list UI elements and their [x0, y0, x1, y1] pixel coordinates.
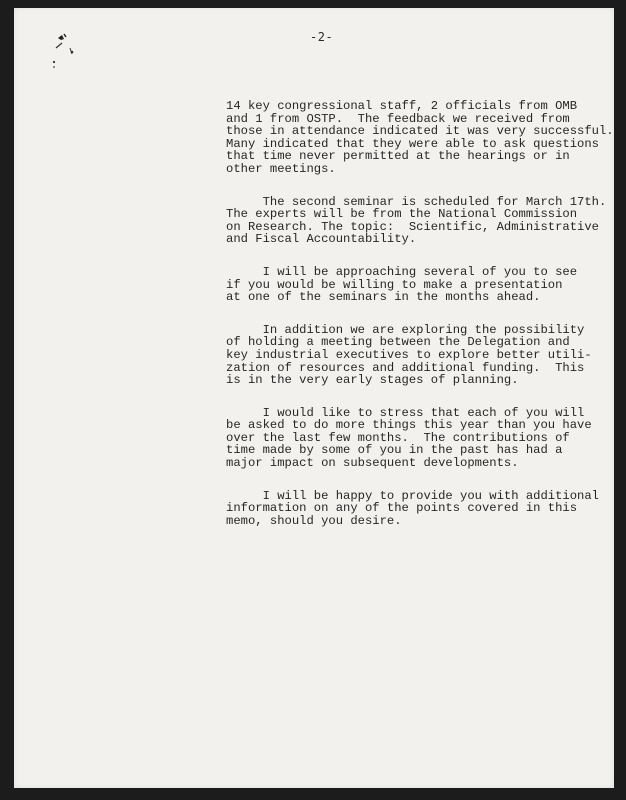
- paragraph-presentation: [226, 266, 616, 304]
- text-line: those in attendance indicated it was very successful.: [226, 124, 614, 139]
- text-line: The second seminar is scheduled for March 17th.: [226, 194, 607, 209]
- text-line: Many indicated that they were able to ask questions: [226, 136, 599, 151]
- document-page: [14, 8, 614, 788]
- paragraph-feedback: [226, 100, 616, 176]
- text-line: information on any of the points covered in this: [226, 501, 578, 516]
- text-line: zation of resources and additional funding. This: [226, 360, 585, 375]
- text-line: time made by some of you in the past has had a: [226, 443, 563, 458]
- text-line: is in the very early stages of planning.: [226, 373, 519, 388]
- text-line: over the last few months. The contributions of: [226, 430, 570, 445]
- text-line: at one of the seminars in the months ahead.: [226, 290, 541, 305]
- text-line: and 1 from OSTP. The feedback we received from: [226, 111, 570, 126]
- text-line: key industrial executives to explore better utili-: [226, 347, 592, 362]
- ink-marks: [34, 26, 94, 76]
- paragraph-closing: [226, 490, 616, 528]
- text-line: I will be happy to provide you with additional: [226, 488, 599, 503]
- paragraph-second-seminar: [226, 196, 616, 246]
- page-number: -2-: [310, 30, 334, 44]
- text-line: of holding a meeting between the Delegation and: [226, 335, 570, 350]
- text-line: on Research. The topic: Scientific, Administrative: [226, 219, 599, 234]
- text-line: In addition we are exploring the possibility: [226, 322, 585, 337]
- text-line: major impact on subsequent developments.: [226, 456, 519, 471]
- text-line: 14 key congressional staff, 2 officials from OMB: [226, 99, 578, 113]
- text-line: I will be approaching several of you to see: [226, 264, 578, 279]
- text-line: be asked to do more things this year than you have: [226, 418, 592, 433]
- text-line: and Fiscal Accountability.: [226, 232, 417, 247]
- paragraph-industrial-meeting: [226, 324, 616, 387]
- text-line: that time never permitted at the hearings or in: [226, 149, 570, 164]
- memo-body: [226, 100, 616, 547]
- text-line: The experts will be from the National Commission: [226, 207, 578, 222]
- text-line: if you would be willing to make a presentation: [226, 277, 563, 292]
- text-line: I would like to stress that each of you will: [226, 405, 585, 420]
- text-line: other meetings.: [226, 161, 336, 176]
- text-line: memo, should you desire.: [226, 513, 402, 528]
- paragraph-stress: [226, 407, 616, 470]
